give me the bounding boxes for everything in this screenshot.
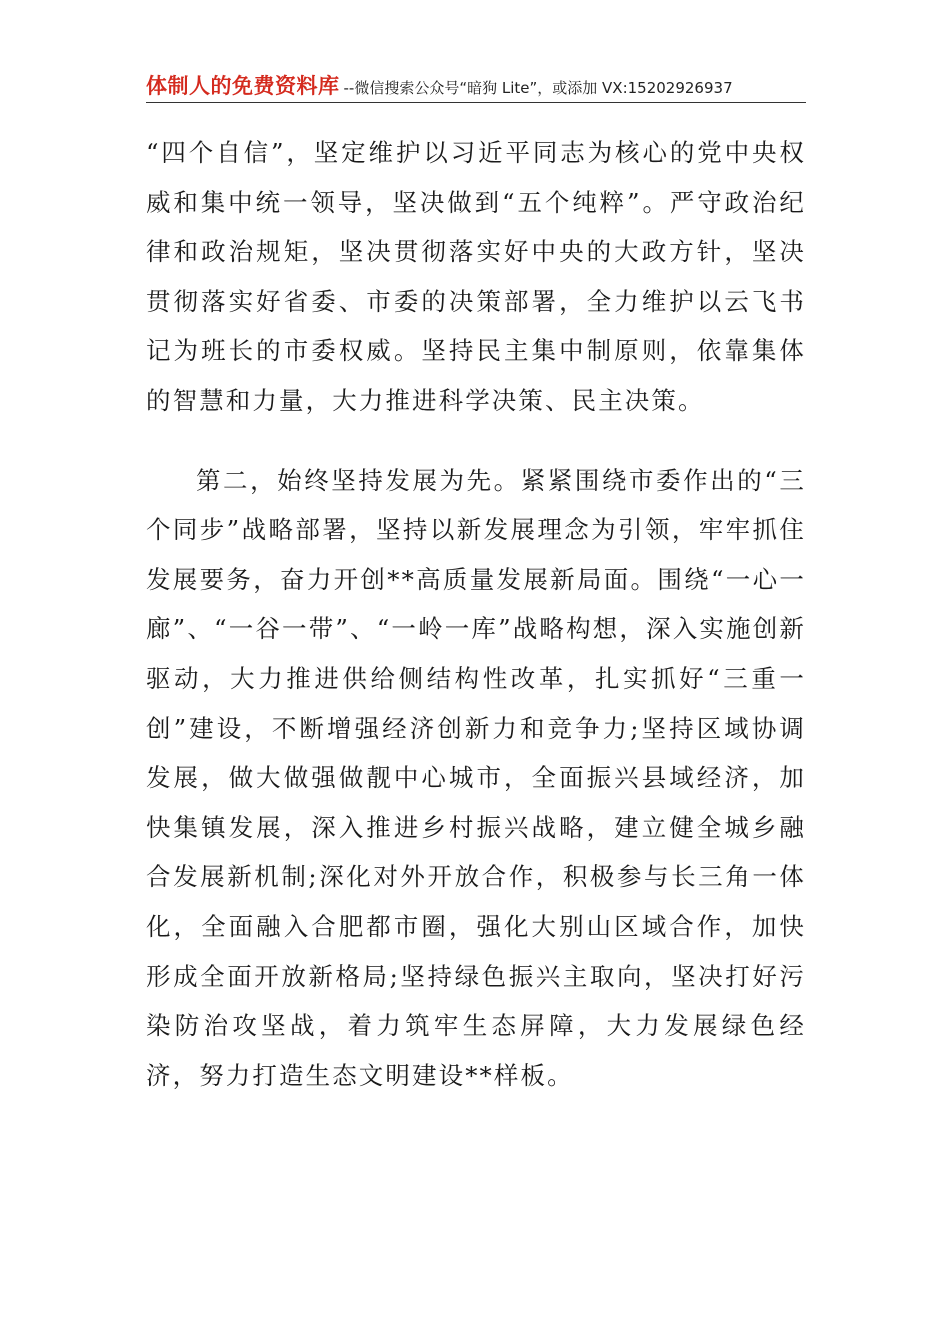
page-header bbox=[146, 70, 806, 103]
paragraph-continued: “四个自信”，坚定维护以习近平同志为核心的党中央权威和集中统一领导，坚决做到“五个纯粹”。严守政治纪律和政治规矩，坚决贯彻落实好中央的大政方针，坚决贯彻落实好省委、市委的决策部署，全力维护以云飞书记为班长的市委权威。坚持民主集中制原则，依靠集体的智慧和力量，大力推进科学决策、民主决策。 bbox=[146, 138, 806, 415]
document-body bbox=[146, 128, 806, 1100]
header-brand-text: 体制人的免费资料库 bbox=[146, 74, 340, 98]
header-contact-text: --微信搜索公众号“暗狗 Lite”，或添加 VX:15202926937 bbox=[343, 79, 733, 97]
paragraph-second-point: 第二，始终坚持发展为先。紧紧围绕市委作出的“三个同步”战略部署，坚持以新发展理念为引领，牢牢抓住发展要务，奋力开创**高质量发展新局面。围绕“一心一廊”、“一谷一带”、“一岭一库”战略构想，深入实施创新驱动，大力推进供给侧结构性改革，扎实抓好“三重一创”建设，不断增强经济创新力和竞争力;坚持区域协调发展，做大做强做靓中心城市，全面振兴县域经济，加快集镇发展，深入推进乡村振兴战略，建立健全城乡融合发展新机制;深化对外开放合作，积极参与长三角一体化，全面融入合肥都市圈，强化大别山区域合作，加快形成全面开放新格局;坚持绿色振兴主取向，坚决打好污染防治攻坚战，着力筑牢生态屏障，大力发展绿色经济，努力打造生态文明建设**样板。 bbox=[146, 465, 806, 1090]
